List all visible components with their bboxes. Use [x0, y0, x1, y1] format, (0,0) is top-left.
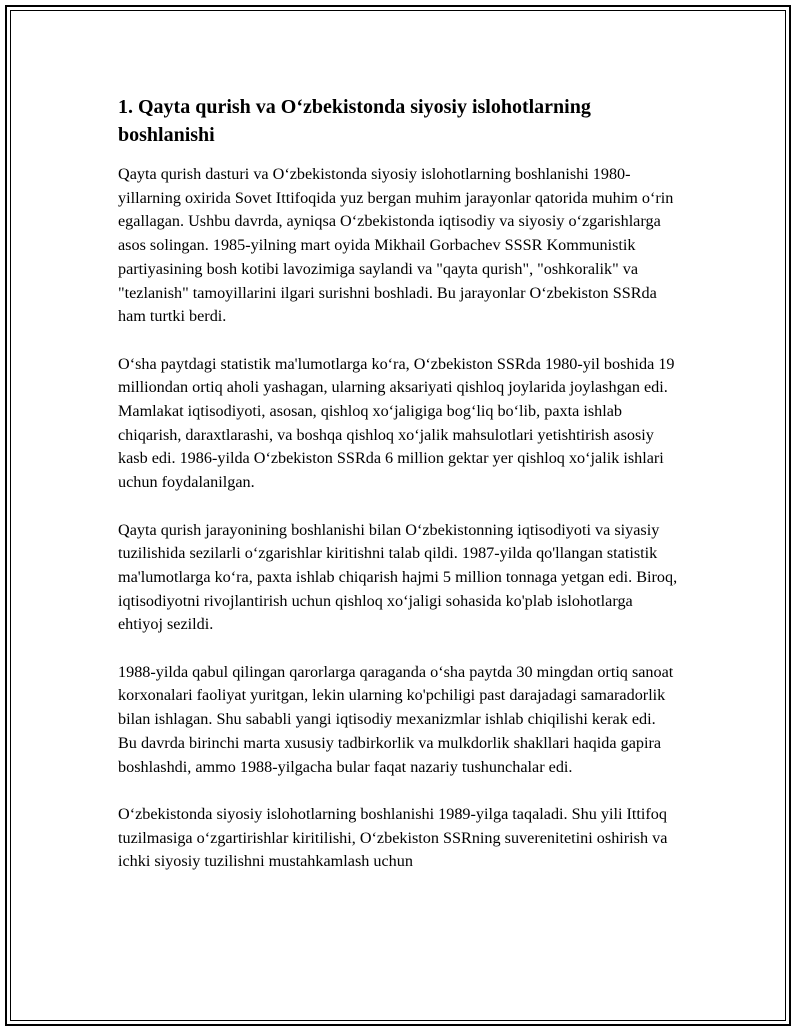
paragraph-3: Qayta qurish jarayonining boshlanishi bilan O‘zbekistonning iqtisodiyoti va siyasiy tuzilishida sezilarli o‘zgarishlar kiritishni talab qildi. 1987-yilda qo'llangan statistik ma'lumotlarga ko‘ra, paxta ishlab chiqarish hajmi 5 million tonnaga yetgan edi. Biroq, iqtisodiyotni rivojlantirish uchun qishloq xo‘jaligi sohasida ko'plab islohotlarga ehtiyoj sezildi. — [118, 520, 678, 634]
paragraph-4: 1988-yilda qabul qilingan qarorlarga qaraganda o‘sha paytda 30 mingdan ortiq sanoat korxonalari faoliyat yuritgan, lekin ularning ko'pchiligi past darajadagi samaradorlik bilan ishlagan. Shu sababli yangi iqtisodiy mexanizmlar ishlab chiqilishi kerak edi. Bu davrda birinchi marta xususiy tadbirkorlik va mulkdorlik shakllari haqida gapira boshlashdi, ammo 1988-yilgacha bular faqat nazariy tushunchalar edi. — [118, 662, 674, 776]
paragraph-2: O‘sha paytdagi statistik ma'lumotlarga ko‘ra, O‘zbekiston SSRda 1980-yil boshida 19 milliondan ortiq aholi yashagan, ularning aksariyati qishloq joylarida joylashgan edi. Mamlakat iqtisodiyoti, asosan, qishloq xo‘jaligiga bog‘liq bo‘lib, paxta ishlab chiqarish, daraxtlarashi, va boshqa qishloq xo‘jalik mahsulotlari yetishtirish asosiy kasb edi. 1986-yilda O‘zbekiston SSRda 6 million gektar yer qishloq xo‘jalik ishlari uchun foydalanilgan. — [118, 354, 675, 492]
paragraph-5: O‘zbekistonda siyosiy islohotlarning boshlanishi 1989-yilga taqaladi. Shu yili Ittifoq tuzilmasiga o‘zgartirishlar kiritilishi, O‘zbekiston SSRning suverenitetini oshirish va ichki siyosiy tuzilishni mustahkamlash uchun — [118, 804, 668, 871]
paragraph-1: Qayta qurish dasturi va O‘zbekistonda siyosiy islohotlarning boshlanishi 1980-yillarning oxirida Sovet Ittifoqida yuz bergan muhim jarayonlar qatorida muhim o‘rin egallagan. Ushbu davrda, ayniqsa O‘zbekistonda iqtisodiy va siyosiy o‘zgarishlarga asos solingan. 1985-yilning mart oyida Mikhail Gorbachev SSSR Kommunistik partiyasining bosh kotibi lavozimiga saylandi va "qayta qurish", "oshkoralik" va "tezlanish" tamoyillarini ilgari surishni boshladi. Bu jarayonlar O‘zbekiston SSRda ham turtki berdi. — [118, 165, 674, 326]
document-body — [118, 93, 678, 898]
section-heading: 1. Qayta qurish va O‘zbekistonda siyosiy islohotlarning boshlanishi — [118, 96, 591, 146]
